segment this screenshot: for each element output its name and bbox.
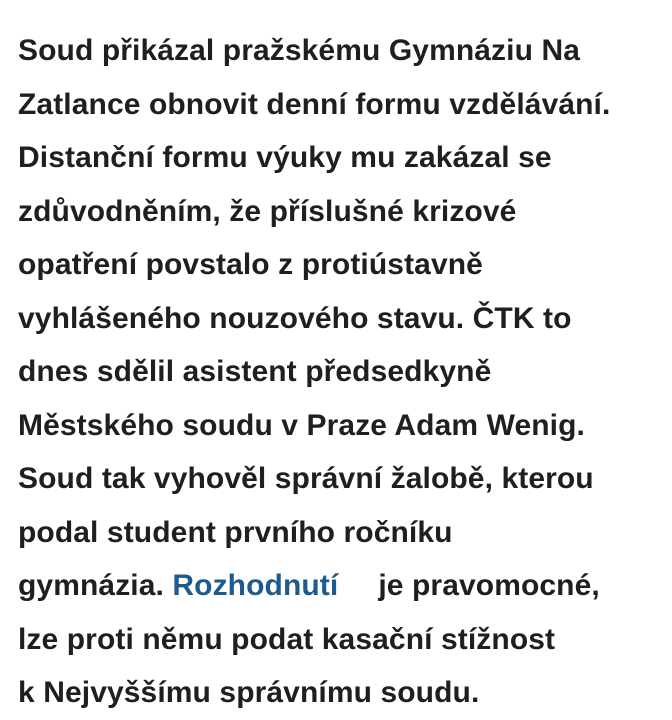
text-line: opatření povstalo z protiústavně <box>18 248 483 281</box>
rozhodnuti-link[interactable]: Rozhodnutí <box>172 569 339 602</box>
text-segment: je pravomocné, <box>378 569 600 602</box>
text-line: Distanční formu výuky mu zakázal se <box>18 141 552 174</box>
text-line: lze proti němu podat kasační stížnost <box>18 622 556 656</box>
text-segment: gymnázia. <box>18 569 164 602</box>
text-line-with-link <box>18 559 658 613</box>
text-line: dnes sdělil asistent předsedkyně <box>18 355 492 388</box>
text-line: podal student prvního ročníku <box>18 515 453 549</box>
article-paragraph <box>18 24 658 720</box>
text-line: Soud tak vyhověl správní žalobě, kterou <box>18 462 594 495</box>
text-line: Městského soudu v Praze Adam Wenig. <box>18 408 585 442</box>
text-line: vyhlášeného nouzového stavu. ČTK to <box>18 301 572 335</box>
text-line: Zatlance obnovit denní formu vzdělávání. <box>18 87 611 121</box>
text-line: k Nejvyššímu správnímu soudu. <box>18 676 480 709</box>
text-line: zdůvodněním, že příslušné krizové <box>18 194 517 228</box>
text-line: Soud přikázal pražskému Gymnáziu Na <box>18 34 581 67</box>
